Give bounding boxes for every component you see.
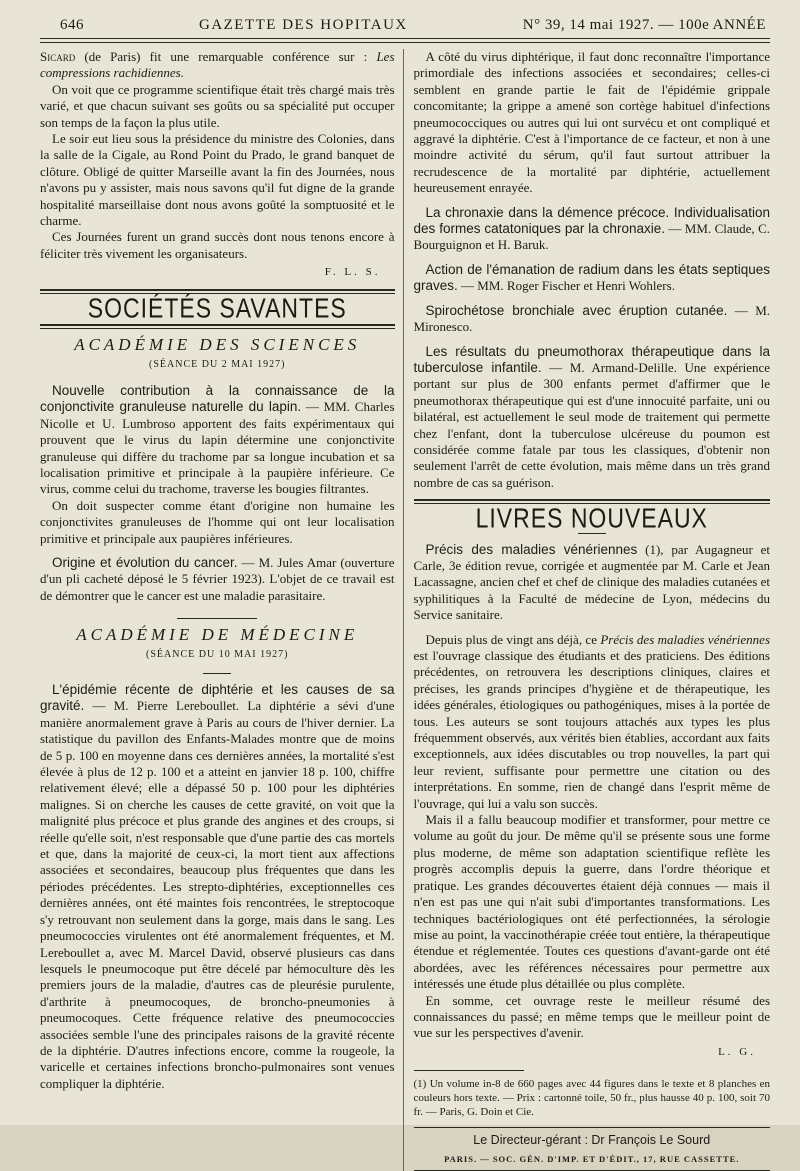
printer-line: PARIS. — SOC. GÉN. D'IMP. ET D'ÉDIT., 17, RUE CASSETTE. <box>414 1151 770 1171</box>
paragraph-conjonctivite-2: On doit suspecter comme étant d'origine non humaine les conjonctivites granuleuses de l'homme qui ont leur localisation primitive et principale aux paupières inférieures. <box>40 497 395 546</box>
book-review-p1: Depuis plus de vingt ans déjà, ce Précis des maladies vénériennes est l'ouvrage classique des étudiants et des praticiens. Des éditions précédentes, on retrouvera les descriptions cliniques, claires et précises, les grands principes d'hygiène et de thérapeutique, les idées générales, étiologiques ou pathogéniques, mises à la portée de tous. Les auteurs se sont toujours attachés aux types les plus fréquemment observés, aux vérités bien établies, accordant aux faits exceptionnels, aux idées discutables ou trop nouvelles, la part qui leur revient, suffisante pour permettre une citation ou des interprétations. En somme, rien de changé dans l'esprit même de l'ouvrage, qui lui a valu son succès. <box>413 631 771 811</box>
article-radium: Action de l'émanation de radium dans les états septiques graves. — MM. Roger Fischer et Henri Wohlers. <box>413 261 770 294</box>
article-pneumothorax: Les résultats du pneumothorax thérapeutique dans la tuberculose infantile. — M. Armand-Delille. Une expérience portant sur plus de 300 enfants permet d'affirmer que le pneumothorax thérapeutique qui est d'une innocuité parfaite, uni ou bilatéral, est actuellement le seul mode de traitement qui permette chez l'enfant, dont la tuberculose ulcéreuse du poumon est considérée comme fatale par tous les classiques, d'obtenir non seulement l'arrêt de cette évolution, mais même dans un très grand nombre de cas sa guérison. <box>413 343 770 490</box>
article-spirochetose: Spirochétose bronchiale avec éruption cutanée. — M. Mironesco. <box>413 302 770 335</box>
article-conjonctivite: Nouvelle contribution à la connaissance de la conjonctivite granuleuse naturelle du lapin. — MM. Charles Nicolle et U. Lumbroso apportent des faits expérimentaux qui prouvent que le virus du lapin détermine une conjonctivite granuleuse qui diffère du trachome par sa longue incubation et sa localisation primitive et principale à la paupière inférieure. Ce virus, comme celui du trachome, traverse les bougies filtrantes. <box>40 382 395 497</box>
article-cancer: Origine et évolution du cancer. — M. Jules Amar (ouverture d'un pli cacheté déposé le 5 février 1923). L'objet de ce travail est de démontrer que le cancer est une maladie parasitaire. <box>40 554 395 603</box>
paragraph-programme: On voit que ce programme scientifique était très chargé mais très varié, et que chacun suivant ses goûts ou sa spécialité put occuper son temps de la façon la plus utile. <box>40 81 395 130</box>
issue-info: N° 39, 14 mai 1927. — 100e ANNÉE <box>522 17 766 33</box>
footnote: (1) Un volume in-8 de 660 pages avec 44 figures dans le texte et 8 planches en couleurs hors texte. — Prix : cartonné toile, 50 fr., plus hausse 40 p. 100, soit 70 fr. — Paris, G. Doin et Cie. <box>413 1078 770 1119</box>
header-double-rule <box>40 39 770 43</box>
paragraph-success: Ces Journées furent un grand succès dont nous tenons encore à féliciter très vivement les organisateurs. <box>40 229 395 261</box>
section-rule-bottom <box>40 324 395 329</box>
session-date-2: (SÉANCE DU 10 MAI 1927) <box>146 648 289 660</box>
academy-sciences-title: ACADÉMIE DES SCIENCES <box>74 335 361 355</box>
paragraph-banquet: Le soir eut lieu sous la présidence du ministre des Colonies, dans la salle de la Cigale, au Rond Point du Prado, le grand banquet de clôture. Obligé de quitter Marseille avant la fin des Journées, nous n'avons pu y assister, mais nous savons qu'il fut digne de la grande hospitalité marseillaise dont nous avons goûté la somptuosité et le charme. <box>40 131 395 229</box>
page-number: 646 <box>60 17 84 33</box>
section-title-societes: SOCIÉTÉS SAVANTES <box>87 292 347 324</box>
director-line: Le Directeur-gérant : Dr François Le Sourd <box>414 1127 770 1148</box>
journal-title: GAZETTE DES HOPITAUX <box>198 17 408 33</box>
article-diphterie: L'épidémie récente de diphtérie et les causes de sa gravité. — M. Pierre Lereboullet. La diphtérie a sévi d'une manière anormalement grave à Paris au cours de l'hiver dernier. La statistique du pavillon des Enfants-Malades montre que de moins de 5 p. 100 en moyenne dans ces dernières années, la mortalité s'est élevée à plus de 12 p. 100 et a atteint en janvier 18 p. 100, chiffre relativement élevé; elle a dépassé 50 p. 100 pour les diphtéries malignes. Si on cherche les causes de cette gravité, on voit que la malignité plus précoce et plus grande des angines et des croups, si réelle qu'elle soit, n'est responsable que d'une partie des cas mortels et que, dans la majorité de ceux-ci, la mort tient aux affections associées et secondaires, beaucoup plus fréquentes que dans les périodes précédentes. Les strepto-diphtéries, exceptionnelles ces dernières années, ont été maintes fois rencontrées, le streptocoque s'y retrouvant non seulement dans la gorge, mais dans le sang. Les pneumococcies virulentes ont été anormalement fréquentes, et M. Lereboullet a, avec M. Marcel David, observé plusieurs cas dans lesquels le pneumocoque put être décelé par hémoculture dès les premiers jours de la maladie, d'autres cas de pleurésie purulente, d'arthrite à pneumocoques, de broncho-pneumonies à pneumocoques. Cette fréquence relative des pneumococcies associées semble l'une des principales raisons de la gravité récente de la diphtérie. D'autres infections encore, comme la rougeole, la varicelle et certaines infections broncho-pulmonaires sont venues compliquer la diphtérie. <box>40 682 395 1091</box>
paragraph-sicard: Sicard (de Paris) fit une remarquable conférence sur : Les compressions rachidiennes. <box>40 49 395 81</box>
right-column <box>414 49 770 1171</box>
running-header <box>40 0 770 39</box>
session-date-1: (SÉANCE DU 2 MAI 1927) <box>149 358 286 370</box>
two-columns <box>40 49 770 1171</box>
signature-fls: F. L. S. <box>324 266 381 279</box>
book-review-p2: Mais il a fallu beaucoup modifier et transformer, pour mettre ce volume au goût du jour. De même qu'il se présente sous une forme plus moderne, de même son adaptation scientifique reflète les progrès accomplis depuis la guerre, dans l'ordre théorique et pratique. Les grandes découvertes étaient déjà connues — mais il n'en est pas une qui n'ait subi d'importantes transformations. Les techniques bactériologiques ont été perfectionnées, la sérologie mise au point, la vaccinothérapie créée tout entière, la thérapeutique étendue et réglementée. Toutes ces questions d'avant-garde ont été abordées, avec les références nécessaires pour permettre aux intéressés une étude plus détaillée ou plus complète. <box>413 812 770 992</box>
footnote-rule <box>414 1070 524 1071</box>
book-review-p3: En somme, cet ouvrage reste le meilleur résumé des connaissances du passé; en même temps que le meilleur point de vue sur les perspectives d'avenir. <box>413 992 770 1041</box>
academy-medecine-title: ACADÉMIE DE MÉDECINE <box>76 625 359 645</box>
article-chronaxie: La chronaxie dans la démence précoce. Individualisation des formes catatoniques par la chronaxie. — MM. Claude, C. Bourguignon et H. Baruk. <box>413 204 770 253</box>
book-entry: Précis des maladies vénériennes (1), par Augagneur et Carle, 3e édition revue, corrigée et augmentée par M. Carle et Jean Lacassagne, ancien chef et chef de clinique des maladies cutanées et syphilitiques à la Faculté de médecine de Lyon, médecins du Service sanitaire. <box>413 541 770 623</box>
session-underline <box>203 673 231 674</box>
short-rule <box>177 618 257 619</box>
section-title-livres: LIVRES NOUVEAUX <box>475 502 708 534</box>
signature-lg: L. G. <box>718 1045 756 1058</box>
left-column <box>40 49 404 1171</box>
paragraph-diphterie-cont: A côté du virus diphtérique, il faut donc reconnaître l'importance primordiale des infections associées et secondaires; celles-ci semblent en grande partie le fait de l'épidémie grippale concomitante; la grippe a amené son cortège habituel d'infections pneumococciques ou autres qui lui ont survécu et ont compliqué et aggravé la diphtérie. C'est à l'importance de ce facteur, et non à une moindre activité du sérum, qu'il faut surtout attribuer la recrudescence de la mortalité par diphtérie, actuellement heureusement enrayée. <box>413 49 770 196</box>
